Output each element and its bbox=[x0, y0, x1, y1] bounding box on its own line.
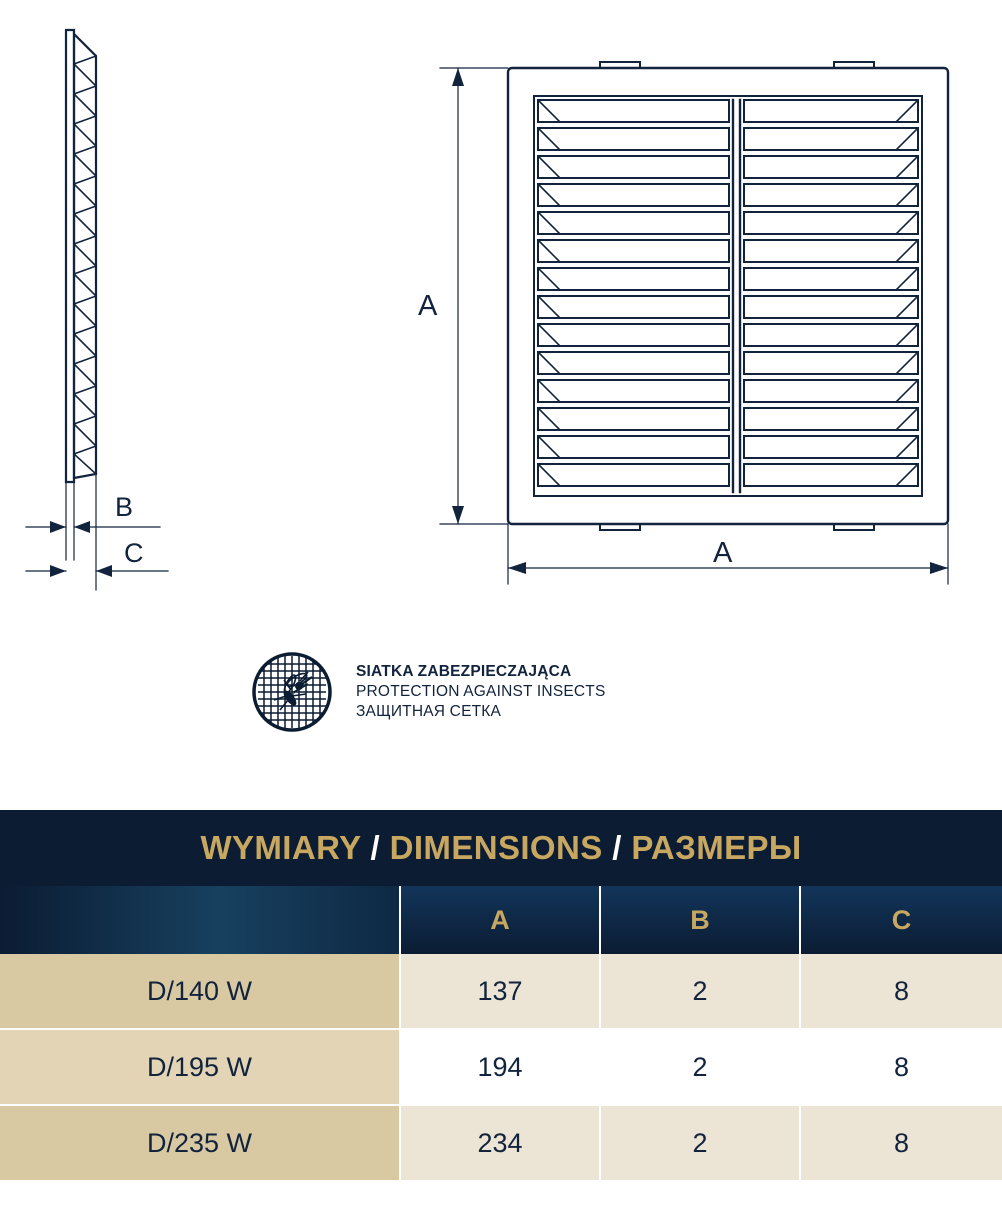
column-header-a: A bbox=[400, 886, 600, 954]
row-value-a: 234 bbox=[400, 1105, 600, 1181]
label-b: B bbox=[115, 492, 134, 522]
column-header-c: C bbox=[800, 886, 1002, 954]
protection-note bbox=[250, 650, 606, 734]
table-row bbox=[0, 1029, 1002, 1105]
label-a-width: A bbox=[713, 537, 733, 569]
insect-mesh-icon bbox=[250, 650, 334, 734]
column-header-name bbox=[0, 886, 400, 954]
table-title-row bbox=[0, 810, 1002, 886]
table-header-row bbox=[0, 886, 1002, 954]
row-value-a: 194 bbox=[400, 1029, 600, 1105]
row-value-b: 2 bbox=[600, 1029, 800, 1105]
label-c: C bbox=[124, 538, 144, 568]
row-name: D/140 W bbox=[0, 954, 400, 1029]
row-value-b: 2 bbox=[600, 954, 800, 1029]
table-row bbox=[0, 1105, 1002, 1181]
note-line-russian: ЗАЩИТНАЯ СЕТКА bbox=[356, 702, 502, 720]
row-value-c: 8 bbox=[800, 954, 1002, 1029]
note-line-polish: SIATKA ZABEZPIECZAJĄCA bbox=[356, 663, 572, 681]
title-part-pl: WYMIARY bbox=[200, 829, 361, 866]
row-name: D/195 W bbox=[0, 1029, 400, 1105]
note-line-english: PROTECTION AGAINST INSECTS bbox=[356, 683, 606, 701]
title-sep-1: / bbox=[360, 829, 390, 866]
title-sep-2: / bbox=[602, 829, 632, 866]
title-part-en: DIMENSIONS bbox=[389, 829, 603, 866]
row-value-c: 8 bbox=[800, 1105, 1002, 1181]
table-row bbox=[0, 954, 1002, 1029]
table-title bbox=[0, 810, 1002, 886]
protection-note-text bbox=[356, 662, 606, 721]
dimensions-table bbox=[0, 810, 1002, 1182]
title-part-ru: РАЗМЕРЫ bbox=[631, 829, 802, 866]
row-name: D/235 W bbox=[0, 1105, 400, 1181]
row-value-b: 2 bbox=[600, 1105, 800, 1181]
dimensions-table-wrapper bbox=[0, 810, 1002, 1182]
label-a-height: A bbox=[418, 290, 438, 322]
row-value-c: 8 bbox=[800, 1029, 1002, 1105]
column-header-b: B bbox=[600, 886, 800, 954]
row-value-a: 137 bbox=[400, 954, 600, 1029]
